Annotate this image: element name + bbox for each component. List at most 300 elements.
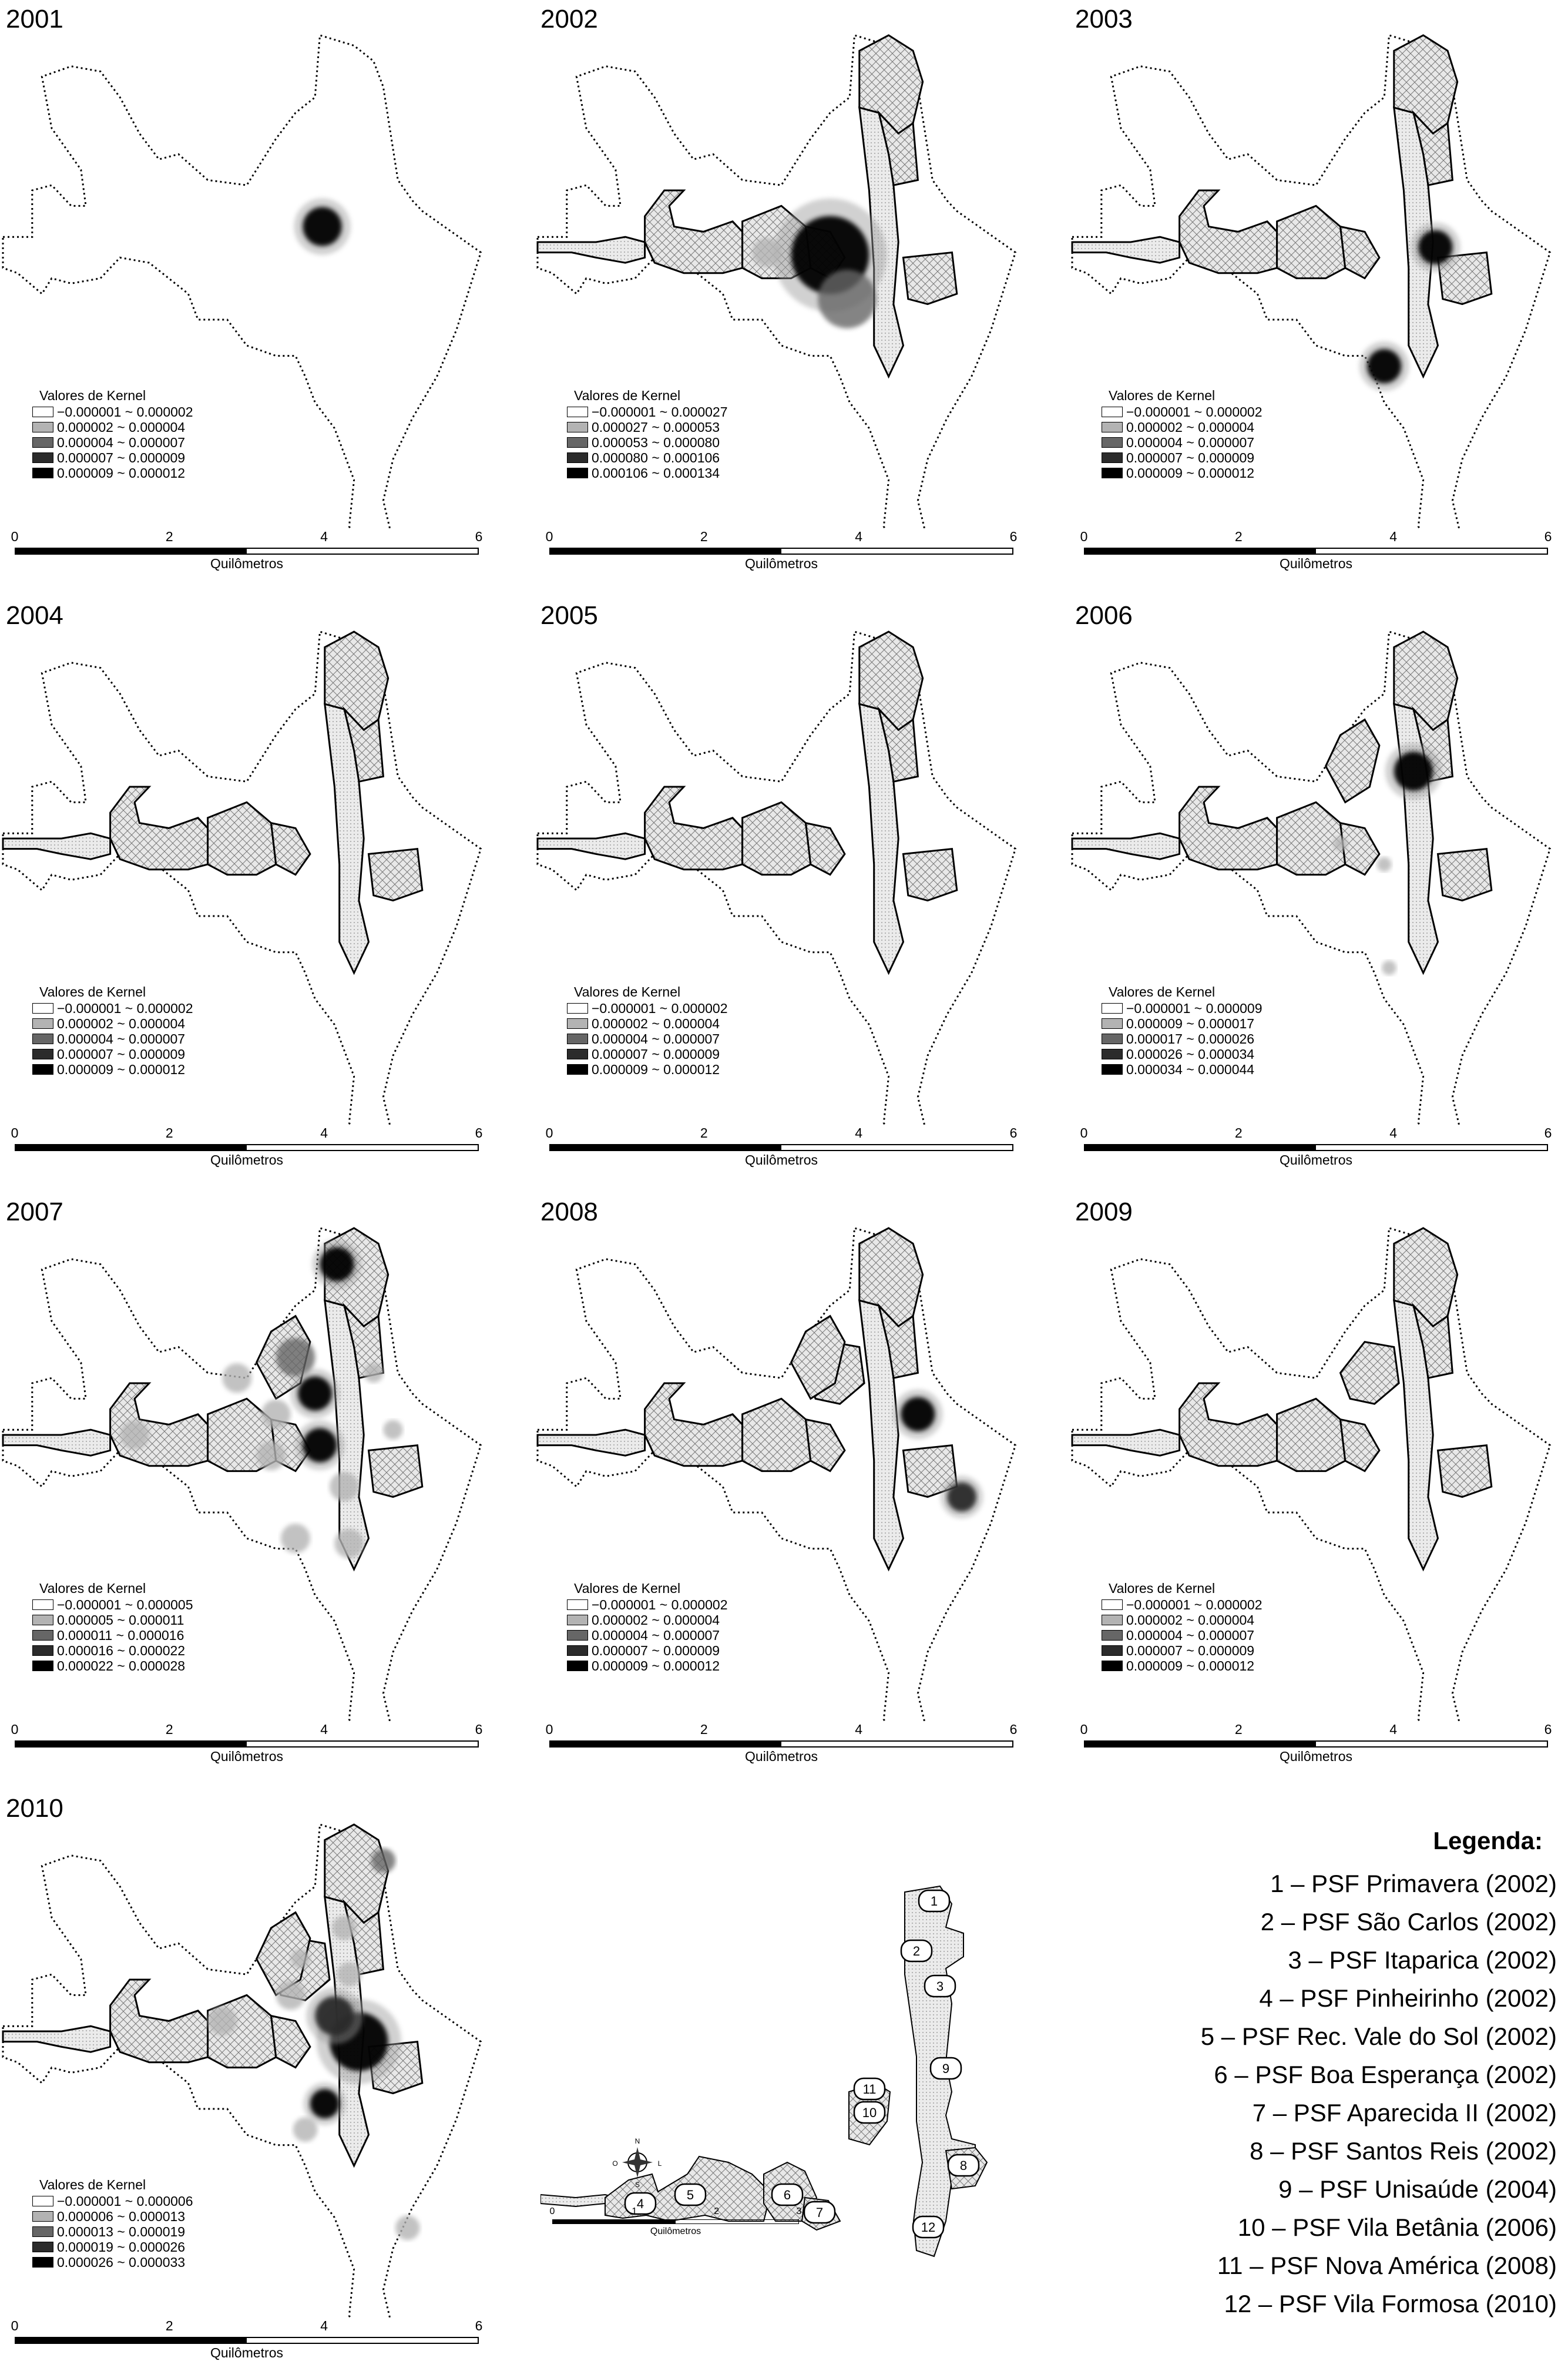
kernel-hotspot	[261, 1400, 291, 1429]
scale-tick: 2	[165, 1125, 173, 1141]
kernel-legend	[32, 984, 193, 1077]
psf-area-polygon	[1277, 206, 1345, 278]
scale-tick: 6	[1544, 1125, 1552, 1141]
kernel-swatch	[567, 1630, 588, 1641]
psf-area-polygon	[743, 802, 811, 874]
scale-unit: Quilômetros	[210, 2345, 283, 2360]
scale-tick: 2	[714, 2206, 720, 2216]
scale-tick: 2	[165, 529, 173, 544]
psf-number-label: 8	[959, 2158, 968, 2173]
kernel-hotspot	[276, 1981, 305, 2010]
kernel-swatch	[567, 1018, 588, 1029]
kernel-class-label: −0.000001 ~ 0.000002	[57, 1001, 193, 1016]
kernel-map-panel	[0, 0, 517, 588]
scale-bar	[545, 1125, 1019, 1172]
scale-bar	[552, 2219, 799, 2224]
kernel-legend-row	[567, 1643, 728, 1658]
legend-item: 10 – PSF Vila Betânia (2006)	[1237, 2213, 1557, 2241]
scale-unit: Quilômetros	[210, 1749, 283, 1764]
kernel-class-label: 0.000009 ~ 0.000012	[592, 1062, 720, 1077]
kernel-hotspot	[1418, 230, 1452, 264]
kernel-swatch	[32, 437, 53, 448]
kernel-legend-row	[1102, 435, 1263, 450]
kernel-hotspot	[947, 1483, 976, 1512]
kernel-hotspot	[752, 238, 781, 267]
kernel-hotspot	[303, 1428, 337, 1463]
kernel-class-label: 0.000026 ~ 0.000034	[1126, 1047, 1255, 1062]
kernel-class-label: 0.000007 ~ 0.000009	[57, 1047, 186, 1062]
kernel-swatch	[567, 1599, 588, 1610]
kernel-swatch	[1102, 1630, 1123, 1641]
psf-area-polygon	[1438, 1445, 1492, 1497]
kernel-hotspot	[330, 1472, 359, 1501]
scale-tick: 0	[549, 2206, 555, 2216]
kernel-legend-row	[32, 420, 193, 435]
legend-item: 8 – PSF Santos Reis (2002)	[1250, 2137, 1557, 2165]
kernel-legend-title: Valores de Kernel	[1109, 1581, 1216, 1596]
kernel-legend-title: Valores de Kernel	[39, 2177, 146, 2192]
kernel-class-label: 0.000004 ~ 0.000007	[592, 1031, 720, 1047]
kernel-hotspot	[337, 1962, 362, 1987]
kernel-legend-row	[567, 1658, 728, 1673]
kernel-hotspot	[371, 1849, 396, 1873]
scale-bar-graphic	[15, 1144, 479, 1151]
scale-unit: Quilômetros	[1280, 1152, 1352, 1168]
kernel-class-label: 0.000009 ~ 0.000012	[592, 1658, 720, 1673]
kernel-class-label: 0.000013 ~ 0.000019	[57, 2224, 186, 2239]
kernel-map-panel	[1069, 596, 1568, 1184]
kernel-class-label: 0.000027 ~ 0.000053	[592, 420, 720, 435]
scale-tick: 6	[475, 1722, 483, 1737]
kernel-swatch	[32, 1034, 53, 1044]
scale-tick: 2	[1234, 1722, 1243, 1737]
kernel-class-label: 0.000026 ~ 0.000033	[57, 2255, 186, 2270]
scale-tick: 0	[1080, 529, 1088, 544]
kernel-legend-row	[32, 450, 193, 465]
scale-tick: 4	[1389, 529, 1398, 544]
kernel-legend-row	[1102, 1031, 1263, 1047]
kernel-legend-row	[32, 1031, 193, 1047]
kernel-class-label: 0.000053 ~ 0.000080	[592, 435, 720, 450]
psf-area-polygon	[645, 190, 743, 273]
kernel-map-panel	[535, 1193, 1052, 1780]
kernel-legend	[32, 2177, 193, 2270]
kernel-hotspot	[1394, 752, 1433, 790]
legend-title: Legenda:	[1433, 1827, 1543, 1854]
kernel-swatch	[567, 407, 588, 417]
scale-tick: 4	[855, 1125, 863, 1141]
kernel-class-label: 0.000022 ~ 0.000028	[57, 1658, 186, 1673]
scale-tick: 4	[320, 529, 328, 544]
scale-tick: 2	[700, 1722, 708, 1737]
scale-tick: 0	[11, 1722, 19, 1737]
legend-item: 9 – PSF Unisaúde (2004)	[1278, 2175, 1557, 2203]
scale-tick: 4	[855, 529, 863, 544]
psf-number-marker	[901, 1940, 932, 1961]
scale-tick: 4	[320, 2318, 328, 2333]
kernel-class-label: −0.000001 ~ 0.000002	[592, 1001, 728, 1016]
scale-tick: 0	[11, 529, 19, 544]
kernel-swatch	[1102, 407, 1123, 417]
kernel-class-label: −0.000001 ~ 0.000005	[57, 1597, 193, 1612]
psf-area-polygon	[110, 1980, 208, 2062]
kernel-legend-row	[1102, 1658, 1263, 1673]
kernel-class-label: 0.000080 ~ 0.000106	[592, 450, 720, 465]
scale-unit: Quilômetros	[745, 1749, 818, 1764]
scale-tick: 6	[1009, 529, 1018, 544]
kernel-swatch	[567, 1003, 588, 1014]
kernel-legend-row	[32, 465, 193, 481]
kernel-hotspot	[818, 270, 877, 328]
kernel-legend	[32, 388, 193, 481]
psf-area-polygon	[538, 1430, 645, 1455]
kernel-hotspot	[208, 2007, 237, 2036]
scale-tick: 2	[1234, 1125, 1243, 1141]
scale-unit: Quilômetros	[745, 556, 818, 571]
scale-unit: Quilômetros	[1280, 556, 1352, 571]
scale-tick: 6	[1009, 1125, 1018, 1141]
kernel-legend-title: Valores de Kernel	[574, 388, 681, 403]
kernel-hotspot	[120, 1420, 149, 1450]
kernel-legend-row	[567, 404, 728, 420]
kernel-legend-row	[1102, 1016, 1263, 1031]
psf-area-polygon	[1341, 1342, 1399, 1404]
scale-bar-graphic	[15, 548, 479, 555]
psf-area-polygon	[1438, 849, 1492, 901]
kernel-legend-row	[32, 2193, 193, 2209]
kernel-class-label: 0.000009 ~ 0.000012	[1126, 1658, 1255, 1673]
scale-tick: 6	[1544, 1722, 1552, 1737]
kernel-hotspot	[223, 1363, 252, 1393]
psf-number-label: 7	[815, 2205, 824, 2220]
kernel-legend-title: Valores de Kernel	[574, 984, 681, 1000]
kernel-class-label: 0.000009 ~ 0.000012	[57, 1062, 186, 1077]
kernel-legend-row	[32, 1597, 193, 1612]
scale-unit: Quilômetros	[745, 1152, 818, 1168]
kernel-class-label: 0.000016 ~ 0.000022	[57, 1643, 186, 1658]
kernel-legend-title: Valores de Kernel	[39, 388, 146, 403]
kernel-legend-row	[1102, 1597, 1263, 1612]
kernel-class-label: −0.000001 ~ 0.000006	[57, 2193, 193, 2209]
psf-area-polygon	[3, 833, 110, 859]
psf-area-polygon	[1180, 1383, 1277, 1466]
scale-tick: 3	[796, 2206, 802, 2216]
psf-number-marker	[925, 1975, 955, 1997]
psf-area-polygon	[1277, 1398, 1345, 1471]
scale-tick: 0	[545, 529, 553, 544]
kernel-class-label: −0.000001 ~ 0.000002	[1126, 1597, 1263, 1612]
kernel-legend-row	[1102, 404, 1263, 420]
kernel-legend-row	[567, 435, 728, 450]
kernel-legend-title: Valores de Kernel	[574, 1581, 681, 1596]
kernel-map-panel	[0, 596, 517, 1184]
compass-label: N	[634, 2137, 640, 2145]
kernel-legend-row	[567, 1047, 728, 1062]
panel-year: 2008	[540, 1198, 598, 1226]
kernel-swatch	[32, 1003, 53, 1014]
scale-tick: 2	[1234, 529, 1243, 544]
kernel-swatch	[1102, 1018, 1123, 1029]
kernel-legend-row	[1102, 1643, 1263, 1658]
scale-tick: 0	[11, 2318, 19, 2333]
scale-bar	[11, 1125, 485, 1172]
kernel-swatch	[1102, 1599, 1123, 1610]
psf-number-marker	[919, 1890, 949, 1911]
psf-number-marker	[948, 2155, 979, 2176]
scale-tick: 2	[165, 1722, 173, 1737]
scale-tick: 4	[1389, 1722, 1398, 1737]
panel-year: 2005	[540, 601, 598, 630]
psf-area-polygon	[271, 823, 310, 875]
psf-area-polygon	[1341, 227, 1379, 279]
kernel-class-label: 0.000007 ~ 0.000009	[592, 1643, 720, 1658]
psf-area-polygon	[208, 802, 276, 874]
psf-number-label: 1	[930, 1894, 938, 1909]
kernel-swatch	[1102, 1049, 1123, 1059]
kernel-class-label: 0.000017 ~ 0.000026	[1126, 1031, 1255, 1047]
scale-tick: 2	[700, 529, 708, 544]
kernel-legend-row	[32, 2209, 193, 2224]
kernel-hotspot	[395, 2216, 420, 2241]
kernel-legend-row	[1102, 420, 1263, 435]
psf-number-label: 2	[912, 1944, 921, 1958]
kernel-class-label: 0.000009 ~ 0.000012	[57, 465, 186, 481]
psf-number-marker	[931, 2058, 961, 2079]
kernel-swatch	[567, 1645, 588, 1656]
kernel-hotspot	[281, 1524, 310, 1553]
kernel-map-panel	[0, 1193, 517, 1780]
kernel-legend	[567, 984, 728, 1077]
legend-item: 6 – PSF Boa Esperança (2002)	[1214, 2061, 1557, 2088]
kernel-swatch	[567, 1034, 588, 1044]
psf-area-polygon	[645, 1383, 743, 1466]
panel-year: 2010	[6, 1794, 63, 1823]
kernel-swatch	[1102, 1003, 1123, 1014]
kernel-map-panel	[1069, 1193, 1568, 1780]
psf-number-label: 6	[783, 2188, 791, 2202]
psf-area-polygon	[1180, 190, 1277, 273]
kernel-class-label: 0.000034 ~ 0.000044	[1126, 1062, 1255, 1077]
kernel-class-label: 0.000007 ~ 0.000009	[57, 450, 186, 465]
kernel-map-panel	[535, 0, 1052, 588]
kernel-legend-row	[567, 1597, 728, 1612]
kernel-legend-row	[1102, 1047, 1263, 1062]
psf-number-label: 12	[921, 2220, 936, 2235]
scale-tick: 6	[1009, 1722, 1018, 1737]
kernel-legend	[567, 1581, 728, 1673]
kernel-swatch	[32, 422, 53, 432]
psf-area-polygon	[645, 787, 743, 870]
kernel-swatch	[32, 2226, 53, 2237]
scale-unit: Quilômetros	[1280, 1749, 1352, 1764]
psf-number-label: 11	[862, 2082, 877, 2097]
scale-tick: 6	[475, 2318, 483, 2333]
kernel-map-panel	[535, 596, 1052, 1184]
kernel-swatch	[1102, 452, 1123, 463]
kernel-legend-row	[1102, 1628, 1263, 1643]
kernel-class-label: 0.000106 ~ 0.000134	[592, 465, 720, 481]
panel-year: 2001	[6, 5, 63, 33]
psf-number-label: 4	[636, 2196, 644, 2211]
legend-item: 1 – PSF Primavera (2002)	[1270, 1870, 1557, 1897]
scale-bar	[1080, 529, 1554, 576]
kernel-swatch	[32, 468, 53, 478]
scale-tick: 6	[475, 1125, 483, 1141]
kernel-hotspot	[1333, 836, 1348, 851]
legend-item: 5 – PSF Rec. Vale do Sol (2002)	[1200, 2023, 1557, 2050]
kernel-class-label: −0.000001 ~ 0.000027	[592, 404, 728, 420]
kernel-legend	[32, 1581, 193, 1673]
scale-unit: Quilômetros	[210, 1152, 283, 1168]
scale-tick: 6	[475, 529, 483, 544]
scale-unit: Quilômetros	[210, 556, 283, 571]
kernel-swatch	[32, 1615, 53, 1625]
kernel-class-label: 0.000005 ~ 0.000011	[57, 1612, 184, 1628]
legend-item: 11 – PSF Nova América (2008)	[1217, 2252, 1557, 2279]
kernel-hotspot	[310, 2089, 340, 2118]
kernel-swatch	[32, 1064, 53, 1075]
scale-tick: 0	[545, 1722, 553, 1737]
kernel-legend-row	[567, 1031, 728, 1047]
scale-bar-graphic	[549, 1740, 1013, 1748]
scale-tick: 4	[855, 1722, 863, 1737]
scale-bar	[11, 2318, 485, 2365]
scale-tick: 4	[320, 1722, 328, 1737]
kernel-legend	[1102, 984, 1263, 1077]
kernel-swatch	[1102, 1034, 1123, 1044]
kernel-map-panel	[0, 1789, 517, 2377]
panel-year: 2003	[1075, 5, 1133, 33]
kernel-legend-row	[32, 1016, 193, 1031]
kernel-swatch	[32, 2257, 53, 2268]
kernel-legend	[1102, 388, 1263, 481]
kernel-legend-row	[567, 1628, 728, 1643]
kernel-swatch	[32, 407, 53, 417]
kernel-legend-row	[32, 1001, 193, 1016]
kernel-class-label: 0.000002 ~ 0.000004	[1126, 420, 1255, 435]
psf-area-polygon	[369, 849, 422, 901]
psf-area-polygon	[110, 787, 208, 870]
kernel-legend	[567, 388, 728, 481]
kernel-swatch	[1102, 1645, 1123, 1656]
kernel-swatch	[1102, 468, 1123, 478]
kernel-legend-title: Valores de Kernel	[39, 984, 146, 1000]
psf-number-label: 9	[942, 2061, 950, 2076]
panel-year: 2009	[1075, 1198, 1133, 1226]
kernel-hotspot	[364, 1363, 383, 1383]
kernel-legend-row	[32, 2255, 193, 2270]
kernel-swatch	[567, 437, 588, 448]
scale-tick: 0	[545, 1125, 553, 1141]
psf-area-polygon	[1072, 833, 1180, 859]
kernel-swatch	[1102, 1064, 1123, 1075]
kernel-class-label: 0.000009 ~ 0.000017	[1126, 1016, 1255, 1031]
kernel-hotspot	[293, 2117, 318, 2142]
kernel-legend-title: Valores de Kernel	[1109, 984, 1216, 1000]
psf-legend	[1104, 1822, 1557, 2323]
compass-label: O	[612, 2159, 618, 2168]
scale-tick: 4	[1389, 1125, 1398, 1141]
kernel-class-label: 0.000002 ~ 0.000004	[57, 1016, 186, 1031]
kernel-hotspot	[1377, 857, 1392, 872]
kernel-legend-row	[32, 1628, 193, 1643]
kernel-legend-row	[32, 2239, 193, 2255]
psf-area-polygon	[743, 1398, 811, 1471]
psf-area-polygon	[904, 849, 957, 901]
legend-item: 7 – PSF Aparecida II (2002)	[1252, 2099, 1557, 2127]
scale-tick: 2	[165, 2318, 173, 2333]
scale-bar-graphic	[15, 1740, 479, 1748]
psf-area-polygon	[806, 1420, 845, 1471]
legend-item: 3 – PSF Itaparica (2002)	[1288, 1946, 1557, 1974]
kernel-swatch	[32, 1018, 53, 1029]
kernel-swatch	[567, 1615, 588, 1625]
kernel-class-label: 0.000004 ~ 0.000007	[592, 1628, 720, 1643]
kernel-hotspot	[320, 1247, 354, 1282]
kernel-class-label: 0.000002 ~ 0.000004	[592, 1612, 720, 1628]
psf-area-polygon	[3, 2026, 110, 2052]
kernel-hotspot	[257, 1441, 286, 1470]
kernel-legend-row	[32, 1047, 193, 1062]
kernel-class-label: 0.000019 ~ 0.000026	[57, 2239, 186, 2255]
psf-area-polygon	[1072, 237, 1180, 263]
kernel-class-label: −0.000001 ~ 0.000002	[592, 1597, 728, 1612]
psf-area-polygon	[3, 1430, 110, 1455]
panel-year: 2006	[1075, 601, 1133, 630]
kernel-swatch	[32, 2196, 53, 2206]
kernel-class-label: 0.000004 ~ 0.000007	[57, 1031, 186, 1047]
kernel-swatch	[1102, 422, 1123, 432]
scale-bar	[545, 1722, 1019, 1769]
kernel-legend-row	[32, 404, 193, 420]
kernel-legend-row	[32, 1643, 193, 1658]
scale-tick: 0	[11, 1125, 19, 1141]
psf-area-polygon	[538, 833, 645, 859]
kernel-class-label: 0.000002 ~ 0.000004	[1126, 1612, 1255, 1628]
psf-area-polygon	[1180, 787, 1277, 870]
scale-bar-graphic	[15, 2337, 479, 2344]
legend-item: 12 – PSF Vila Formosa (2010)	[1224, 2290, 1557, 2317]
kernel-class-label: 0.000006 ~ 0.000013	[57, 2209, 186, 2224]
scale-tick: 6	[1544, 529, 1552, 544]
compass-label: S	[634, 2181, 640, 2189]
kernel-legend-row	[1102, 450, 1263, 465]
psf-area-polygon	[1341, 1420, 1379, 1471]
scale-tick: 0	[1080, 1125, 1088, 1141]
panel-year: 2007	[6, 1198, 63, 1226]
kernel-swatch	[567, 1064, 588, 1075]
psf-number-marker	[913, 2216, 944, 2238]
psf-number-label: 3	[936, 1979, 944, 1994]
psf-area-polygon	[806, 823, 845, 875]
kernel-swatch	[32, 1661, 53, 1671]
kernel-hotspot	[291, 1949, 310, 1968]
kernel-hotspot	[334, 1529, 364, 1558]
kernel-hotspot	[1367, 349, 1401, 383]
kernel-legend-row	[567, 420, 728, 435]
kernel-class-label: 0.000007 ~ 0.000009	[592, 1047, 720, 1062]
kernel-legend-row	[1102, 1612, 1263, 1628]
kernel-legend-row	[567, 1612, 728, 1628]
kernel-swatch	[32, 1599, 53, 1610]
scale-bar-graphic	[549, 1144, 1013, 1151]
kernel-class-label: 0.000002 ~ 0.000004	[57, 420, 186, 435]
scale-bar-graphic	[1084, 1740, 1548, 1748]
psf-area-polygon	[1277, 802, 1345, 874]
psf-area-polygon	[1072, 1430, 1180, 1455]
kernel-swatch	[1102, 1661, 1123, 1671]
scale-tick: 4	[320, 1125, 328, 1141]
